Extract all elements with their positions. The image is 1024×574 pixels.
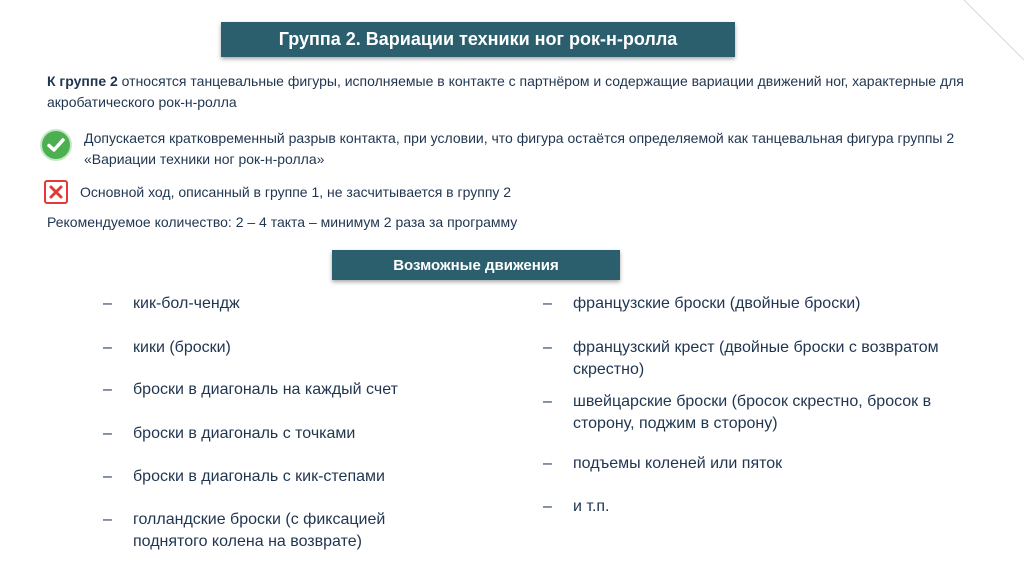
list-dash: – [103,511,112,528]
list-dash: – [543,498,552,515]
list-dash: – [103,295,112,312]
list-item-text: и т.п. [573,498,610,515]
allowed-note: Допускается кратковременный разрыв контакта, при условии, что фигура остаётся определяемой как танцевальная фигура группы 2 «Вариации техники ног рок-н-ролла» [84,130,955,167]
page-title: Группа 2. Вариации техники ног рок-н-ролла [221,22,735,57]
list-dash: – [543,339,552,356]
list-dash: – [103,339,112,356]
cross-box-icon [44,180,68,204]
list-item-text: голландские броски (с фиксацией поднятого колена на возврате) [133,511,386,550]
list-dash: – [103,381,112,398]
list-dash: – [543,393,552,410]
not-counted-note: Основной ход, описанный в группе 1, не засчитывается в группу 2 [80,184,512,200]
recommended-count: Рекомендуемое количество: 2 – 4 такта – минимум 2 раза за программу [47,214,518,230]
check-circle-icon [40,129,72,161]
list-dash: – [543,455,552,472]
intro-text: относятся танцевальные фигуры, исполняемые в контакте с партнёром и содержащие вариации движений ног, характерные для акробатического рок-н-ролла [47,73,964,110]
list-item-text: кик-бол-чендж [133,295,240,312]
list-item-text: подъемы коленей или пяток [573,455,783,472]
list-item-text: швейцарские броски (бросок скрестно, бросок в сторону, поджим в сторону) [573,393,932,432]
list-item-text: броски в диагональ с точками [133,425,356,442]
intro-paragraph [47,71,987,113]
list-dash: – [103,425,112,442]
list-item-text: кики (броски) [133,339,231,356]
list-item-text: французский крест (двойные броски с возвратом скрестно) [573,339,939,378]
corner-decoration [964,0,1024,60]
intro-bold: К группе 2 [47,73,118,89]
list-dash: – [543,295,552,312]
list-item-text: броски в диагональ на каждый счет [133,381,398,398]
section-title: Возможные движения [332,250,620,280]
list-item-text: броски в диагональ с кик-степами [133,468,385,485]
list-item-text: французские броски (двойные броски) [573,295,861,312]
list-dash: – [103,468,112,485]
